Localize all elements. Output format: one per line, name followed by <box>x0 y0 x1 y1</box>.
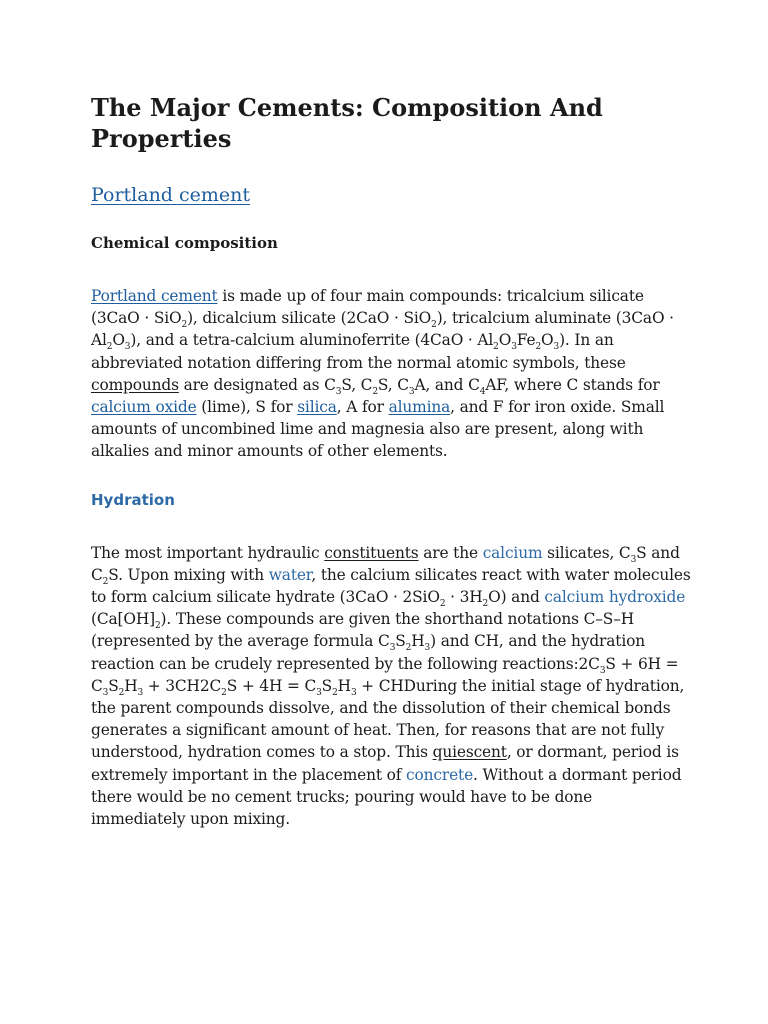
calcium-oxide-link[interactable]: calcium oxide <box>91 398 197 417</box>
hydration-heading: Hydration <box>91 490 175 509</box>
text: , or dormant, period is extremely important in the placement of <box>91 743 679 784</box>
text: H <box>411 632 425 651</box>
subscript: 2 <box>431 320 437 331</box>
text: S + 6H = C <box>91 654 679 695</box>
subscript: 2 <box>482 599 489 610</box>
subscript: 3 <box>124 342 131 353</box>
text: is made up of four main compounds: tricalcium silicate (3CaO · SiO <box>91 287 644 328</box>
text: · 3H <box>445 588 483 607</box>
subscript: 2 <box>221 687 227 698</box>
text: The most important hydraulic <box>91 543 325 562</box>
subscript: 3 <box>389 643 396 654</box>
text: + CHDuring the initial stage of hydration, the parent compounds dissolve, and the dissolution of their chemical bonds generates a significant amount of heat. Then, for reasons that are not fully understood, hydration comes to a stop. This <box>91 676 685 762</box>
text: are designated as C <box>178 375 336 394</box>
subscript: 2 <box>372 386 378 397</box>
subscript: 2 <box>118 687 125 698</box>
composition-paragraph: Portland cement is made up of four main compounds: tricalcium silicate (3CaO · SiO$_2$), dicalcium silicate (2CaO · SiO$_2$), tricalcium aluminate $(3CaO \cdot Al_2O_3)$, and a tetra-calcium aluminoferrite $(4CaO \cdot Al_2O_3Fe_2O_3)$. In an abbreviated notation differing from the normal atomic symbols, these compounds are designated as $C_3S$, $C_2S$, $C_3A$, and $C_4AF$, where C stands for calcium oxide (lime), S for silica, A for alumina, and F for iron oxide. Small amounts of uncombined lime and magnesia also are present, along with alkalies and minor amounts of other elements. <box>91 287 674 461</box>
text: S <box>395 632 406 651</box>
calcium-link[interactable]: calcium <box>482 543 543 562</box>
subscript: 2 <box>405 643 412 654</box>
hydration-paragraph <box>91 542 691 831</box>
text: ) and CH, and the hydration reaction can be crudely represented by the following reactions:2C <box>91 632 645 673</box>
text: . Without a dormant period there would be no cement trucks; pouring would have to be done immediately upon mixing. <box>91 765 682 829</box>
subscript: 2 <box>535 342 542 353</box>
subscript: 3 <box>599 665 606 676</box>
text: A, and C <box>414 375 480 394</box>
text: ). These compounds are given the shorthand notations C–S–H (represented by the average formula C <box>91 610 635 651</box>
water-link[interactable]: water <box>268 565 312 584</box>
text: S and C <box>91 543 680 584</box>
subscript: 3 <box>408 386 415 397</box>
text: S, C <box>341 375 373 394</box>
compounds-term[interactable]: compounds <box>91 375 179 394</box>
text: (lime), S for <box>196 398 298 417</box>
text: are the <box>418 543 483 562</box>
subscript: 2 <box>102 576 109 587</box>
subscript: 3 <box>137 687 144 698</box>
subscript: 2 <box>493 342 499 353</box>
subscript: 3 <box>350 687 357 698</box>
text: (Ca[OH] <box>91 610 155 629</box>
subscript: 3 <box>630 554 637 565</box>
text: + 3CH2C <box>143 676 222 695</box>
text: S <box>108 676 119 695</box>
text: silicates, C <box>542 543 631 562</box>
portland-cement-section-link[interactable]: Portland cement <box>91 184 251 206</box>
text: Fe <box>516 331 536 350</box>
quiescent-term[interactable]: quiescent <box>432 743 507 762</box>
text: ), tricalcium aluminate (3CaO · Al <box>91 309 674 350</box>
text: S. Upon mixing with <box>108 565 269 584</box>
text: ), dicalcium silicate (2CaO · SiO <box>187 309 432 328</box>
text: ), and a tetra-calcium aluminoferrite (4CaO · Al <box>130 331 494 350</box>
subscript: 3 <box>424 643 431 654</box>
alumina-link[interactable]: alumina <box>388 398 451 417</box>
text: S, C <box>377 375 409 394</box>
concrete-link[interactable]: concrete <box>406 765 474 784</box>
subscript: 2 <box>181 320 188 331</box>
subscript: 3 <box>316 687 322 698</box>
text: S + 4H = C <box>226 676 317 695</box>
silica-link[interactable]: silica <box>297 398 337 417</box>
text: , and F for iron oxide. Small amounts of uncombined lime and magnesia also are present, along with alkalies and minor amounts of other elements. <box>91 398 665 461</box>
text: O) and <box>488 588 545 607</box>
text: ). In an abbreviated notation differing from the normal atomic symbols, these <box>91 331 626 372</box>
text: S <box>321 676 333 695</box>
constituents-term[interactable]: constituents <box>324 543 419 562</box>
text: H <box>337 676 351 695</box>
subscript: 3 <box>553 342 560 353</box>
page-title: The Major Cements: Composition And Properties <box>91 93 603 153</box>
chemical-composition-heading: Chemical composition <box>91 234 278 252</box>
portland-cement-link[interactable]: Portland cement <box>91 287 218 305</box>
text: , the calcium silicates react with water molecules to form calcium silicate hydrate (3CaO · 2SiO <box>91 565 691 607</box>
subscript: 4 <box>479 386 486 397</box>
subscript: 3 <box>335 386 342 397</box>
subscript: 2 <box>439 599 446 610</box>
text: , A for <box>336 398 389 417</box>
subscript: 2 <box>106 342 113 353</box>
subscript: 2 <box>332 687 338 698</box>
subscript: 3 <box>102 687 109 698</box>
text: H <box>124 676 138 695</box>
text: AF, where C stands for <box>485 375 660 394</box>
article <box>91 92 691 830</box>
subscript: 2 <box>154 621 161 632</box>
subscript: 3 <box>511 342 517 353</box>
calcium-hydroxide-link[interactable]: calcium hydroxide <box>544 588 686 607</box>
